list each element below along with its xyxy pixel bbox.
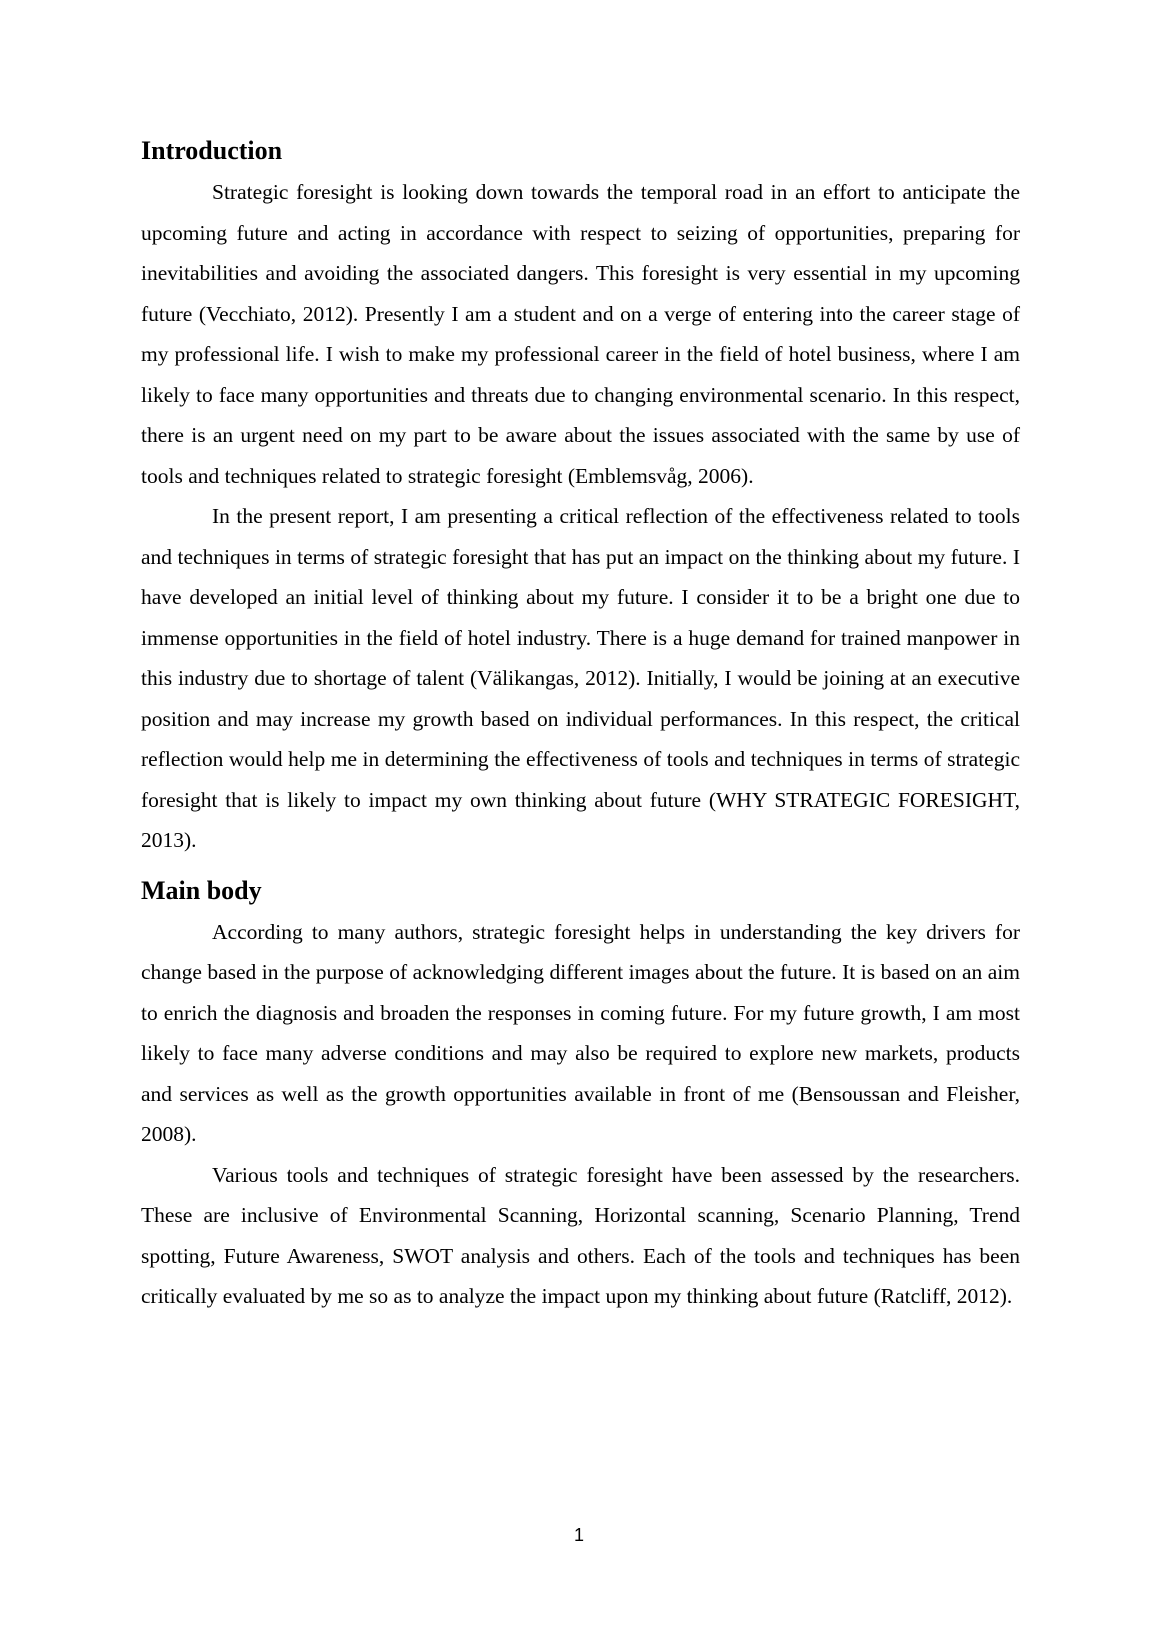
paragraph: In the present report, I am presenting a critical reflection of the effectiveness related to tools and techniques in terms of strategic foresight that has put an impact on the thinking about my future. I have developed an initial level of thinking about my future. I consider it to be a bright one due to immense opportunities in the field of hotel industry. There is a huge demand for trained manpower in this industry due to shortage of talent (Välikangas, 2012). Initially, I would be joining at an executive position and may increase my growth based on individual performances. In this respect, the critical reflection would help me in determining the effectiveness of tools and techniques in terms of strategic foresight that is likely to impact my own thinking about future (WHY STRATEGIC FORESIGHT, 2013). xyxy=(141,504,1020,852)
document-body xyxy=(141,136,1020,1317)
section-heading-main-body: Main body xyxy=(141,875,262,905)
page-number: 1 xyxy=(573,1525,584,1545)
paragraph: According to many authors, strategic foresight helps in understanding the key drivers for change based in the purpose of acknowledging different images about the future. It is based on an aim to enrich the diagnosis and broaden the responses in coming future. For my future growth, I am most likely to face many adverse conditions and may also be required to explore new markets, products and services as well as the growth opportunities available in front of me (Bensoussan and Fleisher, 2008). xyxy=(141,919,1020,1146)
paragraph: Various tools and techniques of strategic foresight have been assessed by the researchers. These are inclusive of Environmental Scanning, Horizontal scanning, Scenario Planning, Trend spotting, Future Awareness, SWOT analysis and others. Each of the tools and techniques has been critically evaluated by me so as to analyze the impact upon my thinking about future (Ratcliff, 2012). xyxy=(141,1162,1020,1308)
section-heading-introduction: Introduction xyxy=(141,136,283,165)
paragraph: Strategic foresight is looking down towards the temporal road in an effort to anticipate the upcoming future and acting in accordance with respect to seizing of opportunities, preparing for inevitabilities and avoiding the associated dangers. This foresight is very essential in my upcoming future (Vecchiato, 2012). Presently I am a student and on a verge of entering into the career stage of my professional life. I wish to make my professional career in the field of hotel business, where I am likely to face many opportunities and threats due to changing environmental scenario. In this respect, there is an urgent need on my part to be aware about the issues associated with the same by use of tools and techniques related to strategic foresight (Emblemsvåg, 2006). xyxy=(141,180,1020,488)
